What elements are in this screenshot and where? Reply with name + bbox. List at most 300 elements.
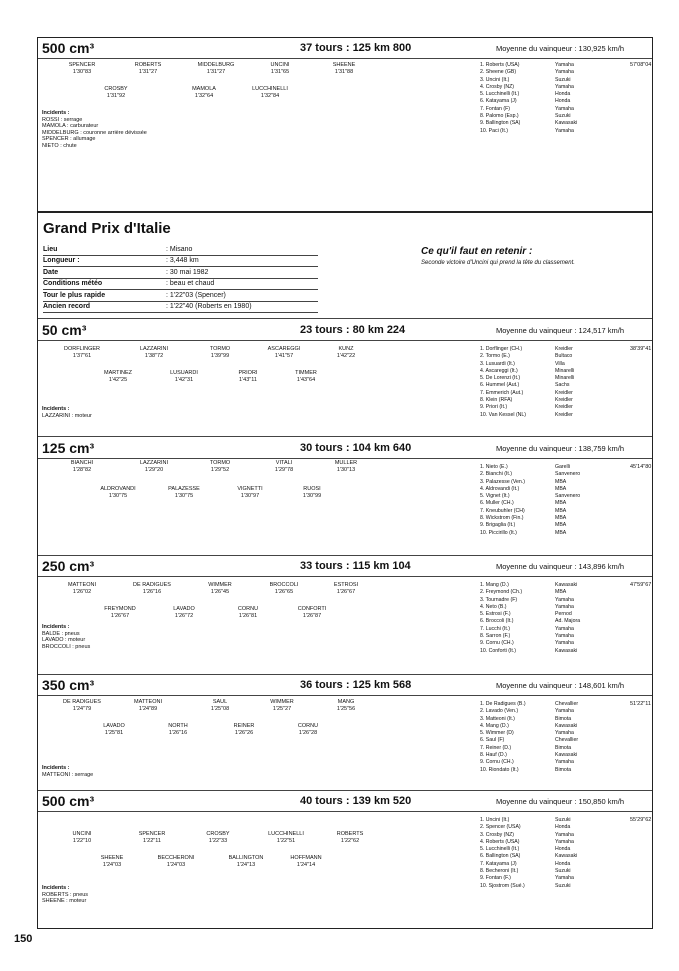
lap-time: 1'42"25 [108,377,128,383]
lap-time: 1'22"10 [72,838,92,844]
result-row [480,752,610,759]
lap-time: 1'30"99 [302,493,322,499]
lap-time: 1'22"62 [340,838,360,844]
rider-name: SHEENE [332,62,356,68]
result-row [480,640,610,647]
rider-name: MATTEONI [133,699,162,705]
result-rider: 2. Bianchi (It.) [480,471,513,478]
result-bike: Bimota [555,744,572,751]
rider-lap [122,582,182,596]
result-rider: 5. Estrosi (F.) [480,611,511,618]
result-row [480,98,610,105]
lap-time: 1'39"99 [210,353,230,359]
incident-item: SHEENE : moteur [42,898,87,904]
result-row [480,464,610,471]
info-label: Ancien record [43,303,91,311]
lap-time: 1'24"03 [102,862,122,868]
rider-name: TORMO [209,346,231,352]
result-rider: 4. Mang (D.) [480,722,509,729]
rider-lap [90,606,150,620]
grand-prix-info [38,218,652,318]
rider-name: BIANCHI [70,460,94,466]
rider-lap [316,346,376,360]
result-rider: 6. Ballington (SA) [480,853,521,860]
result-row [480,861,610,868]
result-bike: Minarelli [555,375,575,382]
rider-name: DORFLINGER [63,346,101,352]
result-row [480,353,610,360]
incidents-title: Incidents : [42,885,70,891]
result-rider: 9. Brigaglia (It.) [480,522,516,529]
incident-item: NIETO : chute [42,142,77,149]
rider-lap [148,723,208,737]
result-bike: Villa [555,360,565,367]
result-bike: Yamaha [555,105,574,112]
laps-distance: 36 tours : 125 km 568 [300,679,412,691]
result-rider: 7. Reiner (D.) [480,744,512,751]
result-rider: 3. Lusuardi (It.) [480,360,515,367]
result-rider: 2. Tormo (E.) [480,353,510,360]
lap-time: 1'24"79 [72,706,92,712]
rider-lap [190,346,250,360]
class-title: 500 cm³ [42,793,95,809]
result-row [480,875,610,882]
lap-time: 1'43"64 [296,377,316,383]
rider-lap [218,606,278,620]
result-rider: 8. Klein (RFA) [480,397,513,404]
result-bike: Honda [555,846,571,853]
result-rider: 6. Saul (F) [480,737,505,744]
result-rider: 2. Freymond (Ch.) [480,589,523,596]
info-label: Longueur : [43,257,80,265]
rider-name: WIMMER [208,582,232,588]
result-rider: 7. Emmerich (Aut.) [480,389,524,396]
rider-lap [88,486,148,500]
lap-time: 1'26"87 [302,613,322,619]
rider-name: ASCAREGGI [267,346,301,352]
lap-time: 1'26"16 [168,730,188,736]
result-row [480,730,610,737]
result-rider: 1. Nieto (E.) [480,464,508,470]
result-bike: Yamaha [555,831,574,838]
page-number: 150 [14,933,33,945]
page-title: Grand Prix d'Italie [43,220,171,237]
result-bike: Kreidler [555,389,573,396]
class-title: 250 cm³ [42,558,95,574]
result-row [480,62,610,69]
rider-lap [88,370,148,384]
rider-name: MANG [337,699,355,705]
rider-lap [282,606,342,620]
section-500cc [38,793,652,923]
result-bike: Kawasaki [555,722,578,729]
result-bike: Kawasaki [555,120,578,127]
result-rider: 10. Riondato (It.) [480,766,519,773]
result-row [480,723,610,730]
incidents [42,885,88,905]
result-bike: Yamaha [555,640,574,647]
rider-name: CORNU [297,723,319,729]
laps-distance: 37 tours : 125 km 800 [300,42,412,54]
result-row [480,382,610,389]
results-list [480,582,610,655]
info-label: Tour le plus rapide [43,291,106,299]
rider-lap [214,723,274,737]
incident-item: LAVADO : moteur [42,637,86,643]
results-list [480,464,610,537]
result-bike: Yamaha [555,603,574,610]
rider-name: DE RADIGUES [63,699,101,705]
info-row [43,302,318,314]
lap-time: 1'22"51 [276,838,296,844]
result-row [480,77,610,84]
rider-lap [316,699,376,713]
result-bike: MBA [555,589,567,596]
result-bike: Minarelli [555,367,575,374]
class-title: 50 cm³ [42,322,87,338]
result-row [480,522,610,529]
result-row [480,824,610,831]
rider-lap [154,606,214,620]
result-rider: 7. Lucchi (It.) [480,625,510,632]
result-bike: Ad. Majora [555,618,581,625]
results-list [480,346,610,419]
result-row [480,471,610,478]
result-rider: 10. Sjostrom (Sué.) [480,882,525,889]
lap-time: 1'25"81 [104,730,124,736]
result-row [480,397,610,404]
result-row [480,479,610,486]
result-rider: 1. Dorflinger (CH.) [480,346,523,352]
result-bike: Bimota [555,766,572,773]
info-row [43,256,318,268]
result-rider: 3. Uncini (It.) [480,76,510,83]
result-bike: Yamaha [555,625,574,632]
lap-time: 1'31"27 [138,69,158,75]
result-row [480,618,610,625]
result-bike: Chevallier [555,737,579,744]
result-bike: Bultaco [555,353,573,360]
section-250cc [38,558,652,670]
rider-name: ROBERTS [336,831,364,837]
result-bike: Yamaha [555,596,574,603]
lap-time: 1'42"31 [174,377,194,383]
rider-name: REINER [233,723,255,729]
result-bike: MBA [555,485,567,492]
rider-lap [52,460,112,474]
result-bike: Kawasaki [555,647,578,654]
lap-time: 1'28"82 [72,467,92,473]
incident-item: MATTEONI : serrage [42,771,94,778]
rider-name: KUNZ [338,346,354,352]
winner-average: Moyenne du vainqueur : 143,896 km/h [496,562,625,571]
section-350cc [38,677,652,787]
result-rider: 5. Lucchinelli (It.) [480,91,520,98]
lap-time: 1'31"27 [206,69,226,75]
result-rider: 6. Katayama (J) [480,98,517,105]
result-row [480,832,610,839]
result-row [480,582,610,589]
class-title: 125 cm³ [42,440,95,456]
rider-name: UNCINI [72,831,92,837]
result-rider: 2. Sheene (GB) [480,69,517,76]
class-title: 350 cm³ [42,677,95,693]
rider-name: LUCCHINELLI [252,86,288,92]
race-time: 57'08"04 [630,62,652,68]
winner-average: Moyenne du vainqueur : 148,601 km/h [496,681,625,690]
lap-time: 1'26"16 [142,589,162,595]
header-rule [38,458,652,459]
winner-average: Moyenne du vainqueur : 150,850 km/h [496,797,625,806]
rider-lap [52,699,112,713]
result-row [480,486,610,493]
result-bike: Yamaha [555,69,574,76]
rider-lap [118,699,178,713]
results-list [480,701,610,774]
result-bike: Yamaha [555,62,574,68]
result-bike: Kreidler [555,411,573,418]
rider-name: LUCCHINELLI [268,831,304,837]
result-row [480,375,610,382]
rider-name: UNCINI [270,62,290,68]
race-time: 47'59"67 [630,582,652,588]
info-value: : Misano [166,245,193,253]
result-rider: 10. Piccirillo (It.) [480,529,517,536]
result-bike: Yamaha [555,708,574,715]
lap-time: 1'26"65 [274,589,294,595]
result-rider: 5. Vignet (It.) [480,493,510,500]
incidents [42,406,92,419]
result-row [480,120,610,127]
result-row [480,853,610,860]
section-50cc [38,322,652,434]
result-rider: 10. Van Kessel (NL) [480,411,527,418]
result-rider: 6. Muller (CH.) [480,500,514,507]
key-takeaway [421,246,575,266]
rider-name: VITALI [275,460,293,466]
rider-name: MATTEONI [67,582,96,588]
race-time: 55'29"62 [630,817,652,823]
lap-time: 1'37"61 [72,353,92,359]
lap-time: 1'29"52 [210,467,230,473]
rider-name: LUSUARDI [170,370,198,376]
lap-time: 1'26"02 [72,589,92,595]
takeaway-text: Seconde victoire d'Uncini qui prend la tête du classement. [421,260,575,266]
rider-lap [84,723,144,737]
result-row [480,493,610,500]
result-rider: 2. Lavado (Ven.) [480,708,519,715]
rider-name: TORMO [209,460,231,466]
result-rider: 1. Uncini (It.) [480,817,510,823]
result-rider: 5. Wimmer (D) [480,730,514,737]
result-bike: Honda [555,98,571,105]
incident-item: BROCCOLI : pneus [42,643,91,650]
incidents-title: Incidents : [42,110,70,116]
result-rider: 9. Fontan (F.) [480,875,511,882]
rider-lap [118,62,178,76]
lap-time: 1'24"14 [296,862,316,868]
result-bike: Honda [555,824,571,831]
result-rider: 3. Palazesse (Ven.) [480,478,525,485]
rider-lap [240,86,300,100]
result-rider: 8. Palomo (Esp.) [480,113,519,120]
gp-info-table [43,244,318,313]
result-rider: 6. Broccoli (It.) [480,618,514,625]
rider-name: PALAZESSE [168,486,200,492]
result-bike: Kreidler [555,404,573,411]
rider-lap [256,831,316,845]
rider-lap [52,582,112,596]
rider-lap [254,460,314,474]
result-row [480,759,610,766]
result-bike: Kreidler [555,346,573,352]
result-row [480,745,610,752]
lap-time: 1'31"65 [270,69,290,75]
laps-distance: 40 tours : 139 km 520 [300,795,412,807]
result-rider: 6. Hummel (Aut.) [480,382,520,389]
lap-time: 1'30"75 [174,493,194,499]
section-divider [38,436,652,437]
result-bike: Bimota [555,715,572,722]
rider-name: CROSBY [206,831,230,837]
winner-average: Moyenne du vainqueur : 138,759 km/h [496,444,625,453]
rider-name: MIDDELBURG [197,62,235,68]
result-row [480,515,610,522]
result-rider: 8. Becheroni (It.) [480,868,519,875]
result-row [480,846,610,853]
result-bike: MBA [555,507,567,514]
result-row [480,368,610,375]
section-125cc [38,440,652,552]
incidents-title: Incidents : [42,624,70,630]
rider-name: CROSBY [104,86,128,92]
lap-time: 1'25"27 [272,706,292,712]
result-bike: Kawasaki [555,853,578,860]
rider-name: TIMMER [295,370,317,376]
incident-item: MIDDELBURG : couronne arrière dévissée [42,129,147,136]
result-row [480,767,610,774]
header-rule [38,340,652,341]
race-time: 38'39"41 [630,346,652,352]
lap-time: 1'22"11 [143,838,161,844]
result-rider: 1. Mang (D.) [480,582,509,588]
incident-item: ROSSI : serrage [42,116,83,123]
result-row [480,91,610,98]
result-bike: MBA [555,522,567,529]
takeaway-title: Ce qu'il faut en retenir : [421,246,533,257]
rider-name: SPENCER [68,62,96,68]
lap-time: 1'31"92 [106,93,126,99]
rider-name: RUOSI [303,486,321,492]
section-divider [38,318,652,319]
info-label: Conditions météo [43,280,103,288]
result-bike: Sanvenero [555,493,581,500]
result-rider: 7. Fontan (F) [480,105,510,112]
result-row [480,404,610,411]
rider-lap [220,486,280,500]
result-rider: 3. Matteoni (It.) [480,715,515,722]
rider-name: MARTINEZ [103,370,132,376]
rider-name: LAZZARINI [139,346,169,352]
result-row [480,597,610,604]
result-row [480,128,610,135]
section-header [38,677,652,695]
rider-lap [282,486,342,500]
info-value: : 1'22"03 (Spencer) [166,291,226,299]
incident-item: MAMOLA : carburateur [42,123,99,129]
result-row [480,708,610,715]
lap-time: 1'26"81 [238,613,258,619]
info-row [43,267,318,279]
rider-name: SPENCER [138,831,166,837]
rider-name: ESTROSI [333,582,359,588]
info-value: : 3,448 km [166,257,199,265]
lap-time: 1'26"28 [298,730,318,736]
lap-time: 1'26"67 [336,589,356,595]
rider-name: HOFFMANN [290,855,322,861]
rider-name: ALDROVANDI [100,486,136,492]
laps-distance: 23 tours : 80 km 224 [300,324,406,336]
lap-time: 1'32"64 [194,93,214,99]
lap-time: 1'24"13 [236,862,256,868]
result-rider: 9. Priori (It.) [480,404,508,411]
result-row [480,817,610,824]
section-header [38,558,652,576]
lap-time: 1'42"22 [336,353,356,359]
incidents-title: Incidents : [42,765,70,771]
rider-lap [320,831,380,845]
incident-item: ROBERTS : pneus [42,891,89,898]
result-rider: 9. Cornu (CH.) [480,759,514,766]
rider-lap [86,86,146,100]
result-bike: Yamaha [555,759,574,766]
rider-lap [174,86,234,100]
race-time: 51'22"11 [630,701,651,707]
result-bike: Yamaha [555,838,574,845]
result-row [480,84,610,91]
result-row [480,648,610,655]
info-row [43,279,318,291]
result-rider: 4. Crosby (NZ) [480,83,515,90]
rider-name: LAVADO [173,606,195,612]
rider-name: LAZZARINI [139,460,169,466]
winner-average: Moyenne du vainqueur : 124,517 km/h [496,326,625,335]
info-label: Lieu [43,245,58,253]
info-value: : beau et chaud [166,280,215,288]
lap-time: 1'25"56 [336,706,356,712]
result-row [480,508,610,515]
rider-name: MAMOLA [192,86,216,92]
incident-item: LAZZARINI : moteur [42,412,92,419]
lap-time: 1'30"83 [72,69,92,75]
result-row [480,626,610,633]
result-row [480,604,610,611]
result-rider: 8. Hauf (D.) [480,752,507,759]
race-time: 45'14"80 [630,464,652,470]
result-row [480,530,610,537]
result-rider: 4. Roberts (USA) [480,838,520,845]
result-row [480,868,610,875]
info-value: : 1'22"40 (Roberts en 1980) [166,303,252,311]
result-bike: Pernod [555,611,572,618]
incident-item: BALDE : pneus [42,630,80,637]
result-bike: Yamaha [555,83,574,90]
lap-time: 1'29"20 [144,467,164,473]
rider-lap [190,460,250,474]
result-rider: 9. Cornu (CH.) [480,640,514,647]
result-row [480,500,610,507]
result-rider: 1. Roberts (USA) [480,62,520,68]
